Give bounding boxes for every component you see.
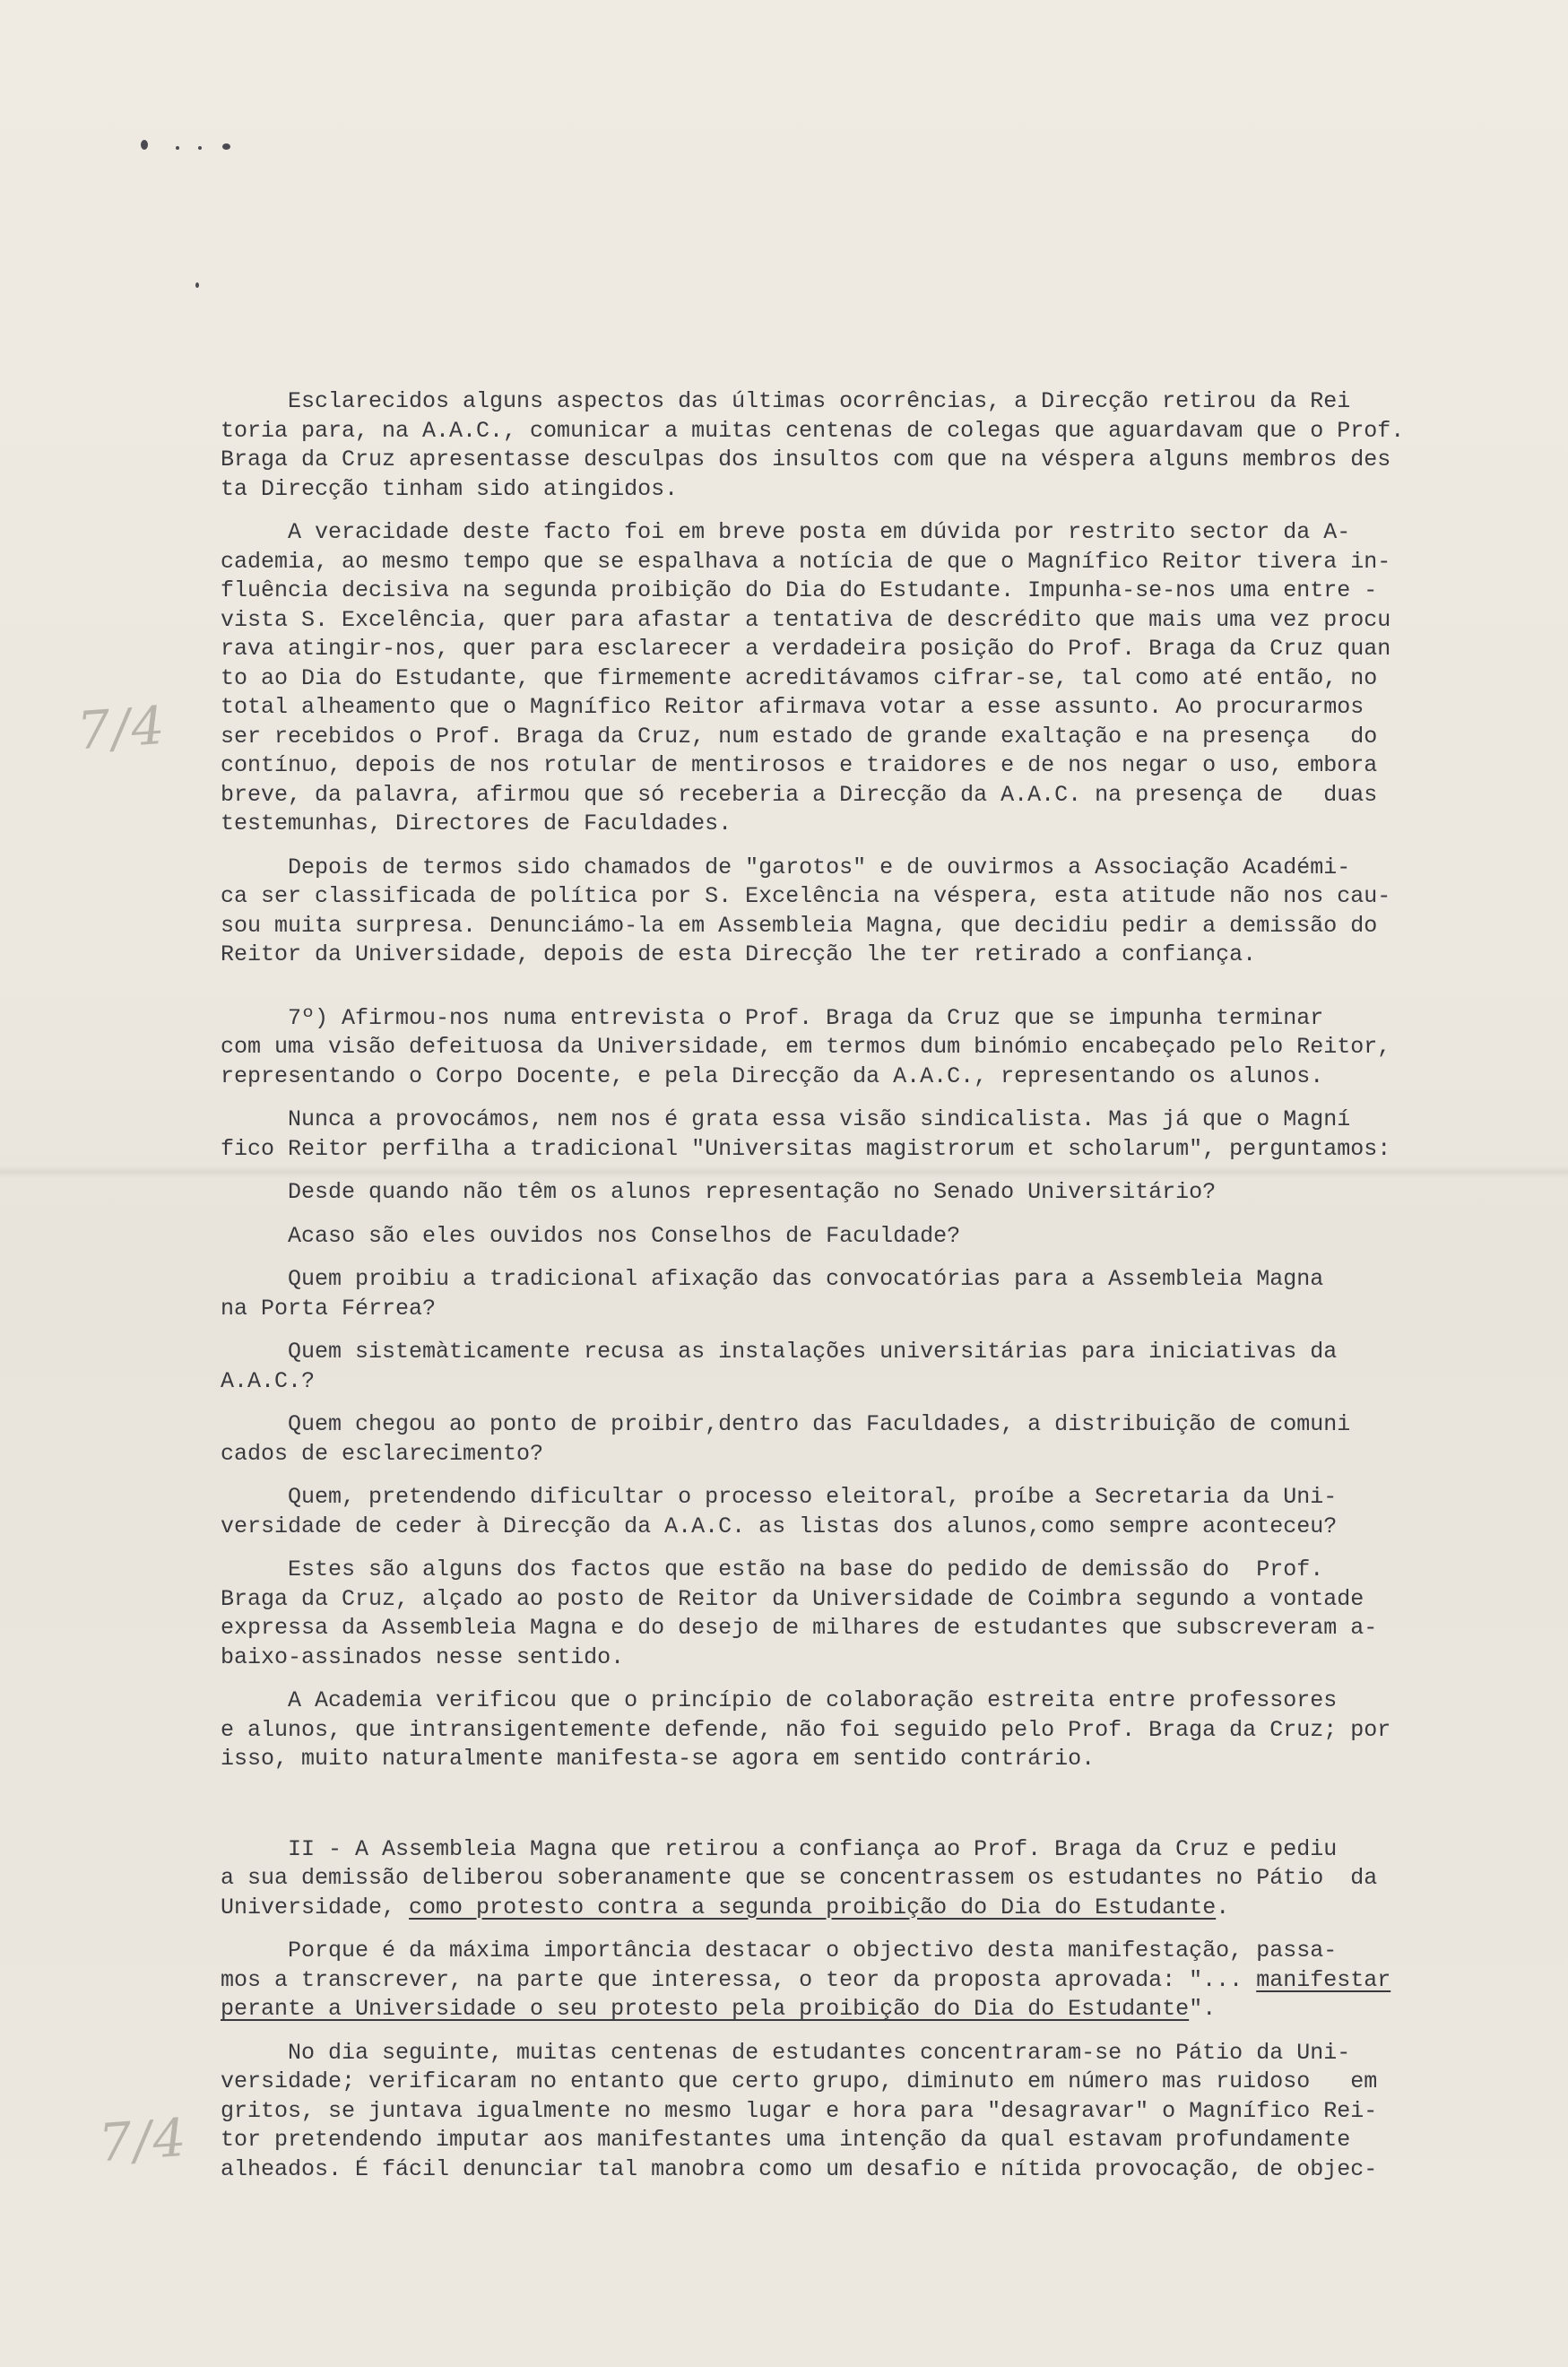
text-line: Braga da Cruz, alçado ao posto de Reitor da Universidade de Coimbra segundo a vontade: [221, 1585, 1364, 1612]
text-line: Quem chegou ao ponto de proibir,dentro das Faculdades, a distribuição de comuni: [221, 1411, 1351, 1437]
text-line: fico Reitor perfilha a tradicional "Universitas magistrorum et scholarum", perguntamos:: [221, 1135, 1391, 1162]
text-line: A Academia verificou que o princípio de colaboração estreita entre professores: [221, 1687, 1338, 1713]
paragraph-p4: [221, 1004, 1458, 1092]
text-line: A.A.C.?: [221, 1367, 316, 1394]
text-line: fluência decisiva na segunda proibição do Dia do Estudante. Impunha-se-nos uma entre -: [221, 577, 1378, 603]
ink-speck: [176, 146, 179, 150]
margin-note: 7/4: [74, 694, 169, 762]
text-line: perante a Universidade o seu protesto pela proibição do Dia do Estudante".: [221, 1996, 1217, 2022]
text-line: representando o Corpo Docente, e pela Direcção da A.A.C., representando os alunos.: [221, 1062, 1324, 1089]
text-line: 7º) Afirmou-nos numa entrevista o Prof. Braga da Cruz que se impunha terminar: [221, 1004, 1324, 1031]
paragraph-gap: [221, 984, 1458, 1004]
paragraph-p16: [221, 2039, 1458, 2185]
text-line: versidade; verificaram no entanto que certo grupo, diminuto em número mas ruidoso em: [221, 2068, 1378, 2094]
text-line: Quem sistemàticamente recusa as instalações universitárias para iniciativas da: [221, 1339, 1338, 1365]
text-line: cademia, ao mesmo tempo que se espalhava a notícia de que o Magnífico Reitor tivera in-: [221, 548, 1391, 575]
text-line: Depois de termos sido chamados de "garotos" e de ouvirmos a Associação Académi-: [221, 854, 1351, 880]
paragraph-p11: [221, 1483, 1458, 1541]
text-line: cados de esclarecimento?: [221, 1440, 544, 1467]
text-line: gritos, se juntava igualmente no mesmo lugar e hora para "desagravar" o Magnífico Rei-: [221, 2097, 1378, 2124]
text-line: mos a transcrever, na parte que interessa, o teor da proposta aprovada: "... manifestar: [221, 1966, 1391, 1993]
text-line: toria para, na A.A.C., comunicar a muitas centenas de colegas que aguardavam que o Prof.: [221, 417, 1405, 444]
text-line: Estes são alguns dos factos que estão na base do pedido de demissão do Prof.: [221, 1556, 1324, 1582]
text-line: total alheamento que o Magnífico Reitor afirmava votar a esse assunto. Ao procurarmos: [221, 694, 1364, 720]
text-line: Reitor da Universidade, depois de esta Direcção lhe ter retirado a confiança.: [221, 941, 1257, 967]
text-line: Quem proibiu a tradicional afixação das convocatórias para a Assembleia Magna: [221, 1266, 1324, 1292]
paragraph-p14: [221, 1835, 1458, 1923]
text-line: ser recebidos o Prof. Braga da Cruz, num estado de grande exaltação e na presença do: [221, 723, 1378, 750]
text-line: II - A Assembleia Magna que retirou a confiança ao Prof. Braga da Cruz e pediu: [221, 1835, 1338, 1862]
text-line: isso, muito naturalmente manifesta-se agora em sentido contrário.: [221, 1746, 1096, 1772]
paragraph-p2: [221, 518, 1458, 839]
paragraph-p9: [221, 1338, 1458, 1396]
text-line: a sua demissão deliberou soberanamente que se concentrassem os estudantes no Pátio da: [221, 1865, 1378, 1891]
text-line: Braga da Cruz apresentasse desculpas dos insultos com que na véspera alguns membros des: [221, 447, 1391, 473]
paragraph-p15: [221, 1937, 1458, 2025]
text-line: Universidade, como protesto contra a segunda proibição do Dia do Estudante.: [221, 1894, 1230, 1920]
text-line: alheados. É fácil denunciar tal manobra como um desafio e nítida provocação, de objec-: [221, 2155, 1378, 2182]
text-line: vista S. Excelência, quer para afastar a tentativa de descrédito que mais uma vez procu: [221, 606, 1391, 633]
paragraph-p1: [221, 387, 1458, 504]
underlined-text: como protesto contra a segunda proibição do Dia do Estudante: [409, 1894, 1217, 1920]
text-line: Nunca a provocámos, nem nos é grata essa visão sindicalista. Mas já que o Magní: [221, 1106, 1351, 1132]
paragraph-p8: [221, 1265, 1458, 1323]
ink-speck: [198, 146, 202, 150]
text-line: No dia seguinte, muitas centenas de estudantes concentraram-se no Pátio da Uni-: [221, 2039, 1351, 2066]
text-line: na Porta Férrea?: [221, 1295, 437, 1322]
text-line: Desde quando não têm os alunos representação no Senado Universitário?: [221, 1179, 1217, 1205]
text-line: expressa da Assembleia Magna e do desejo de milhares de estudantes que subscreveram a-: [221, 1615, 1378, 1641]
paragraph-p13: [221, 1686, 1458, 1774]
ink-speck: [222, 143, 230, 150]
text-line: testemunhas, Directores de Faculdades.: [221, 811, 732, 837]
text-line: Acaso são eles ouvidos nos Conselhos de Faculdade?: [221, 1222, 961, 1249]
ink-speck: [141, 140, 148, 150]
text-line: to ao Dia do Estudante, que firmemente acreditávamos cifrar-se, tal como até então, no: [221, 664, 1378, 691]
paragraph-p5: [221, 1105, 1458, 1164]
text-line: versidade de ceder à Direcção da A.A.C. as listas dos alunos,como sempre aconteceu?: [221, 1513, 1338, 1539]
paragraph-p6: [221, 1178, 1458, 1208]
margin-note: 7/4: [96, 2106, 190, 2174]
text-line: ca ser classificada de política por S. Excelência na véspera, esta atitude não nos cau-: [221, 883, 1391, 909]
paragraph-p3: [221, 854, 1458, 970]
text-line: A veracidade deste facto foi em breve posta em dúvida por restrito sector da A-: [221, 519, 1351, 545]
text-line: ta Direcção tinham sido atingidos.: [221, 475, 679, 502]
document-body: [221, 387, 1458, 2198]
paragraph-p10: [221, 1410, 1458, 1469]
text-line: sou muita surpresa. Denunciámo-la em Assembleia Magna, que decidiu pedir a demissão do: [221, 912, 1378, 939]
underlined-text: perante a Universidade o seu protesto pela proibição do Dia do Estudante: [221, 1996, 1190, 2022]
paragraph-p12: [221, 1556, 1458, 1672]
text-line: tor pretendendo imputar aos manifestantes uma intenção da qual estavam profundamente: [221, 2127, 1351, 2153]
section-gap: [221, 1789, 1458, 1835]
text-line: Quem, pretendendo dificultar o processo eleitoral, proíbe a Secretaria da Uni-: [221, 1484, 1338, 1510]
text-line: Esclarecidos alguns aspectos das últimas ocorrências, a Direcção retirou da Rei: [221, 388, 1351, 414]
text-line: rava atingir-nos, quer para esclarecer a verdadeira posição do Prof. Braga da Cruz quan: [221, 636, 1391, 662]
text-line: breve, da palavra, afirmou que só receberia a Direcção da A.A.C. na presença de duas: [221, 781, 1378, 808]
paragraph-p7: [221, 1222, 1458, 1252]
text-line: Porque é da máxima importância destacar o objectivo desta manifestação, passa-: [221, 1938, 1338, 1964]
text-line: com uma visão defeituosa da Universidade, em termos dum binómio encabeçado pelo Reitor,: [221, 1034, 1391, 1060]
ink-speck: [195, 282, 199, 288]
text-line: contínuo, depois de nos rotular de mentirosos e traidores e de nos negar o uso, embora: [221, 752, 1378, 778]
underlined-text: manifestar: [1256, 1966, 1391, 1993]
text-line: e alunos, que intransigentemente defende, não foi seguido pelo Prof. Braga da Cruz; por: [221, 1716, 1391, 1743]
text-line: baixo-assinados nesse sentido.: [221, 1643, 625, 1670]
